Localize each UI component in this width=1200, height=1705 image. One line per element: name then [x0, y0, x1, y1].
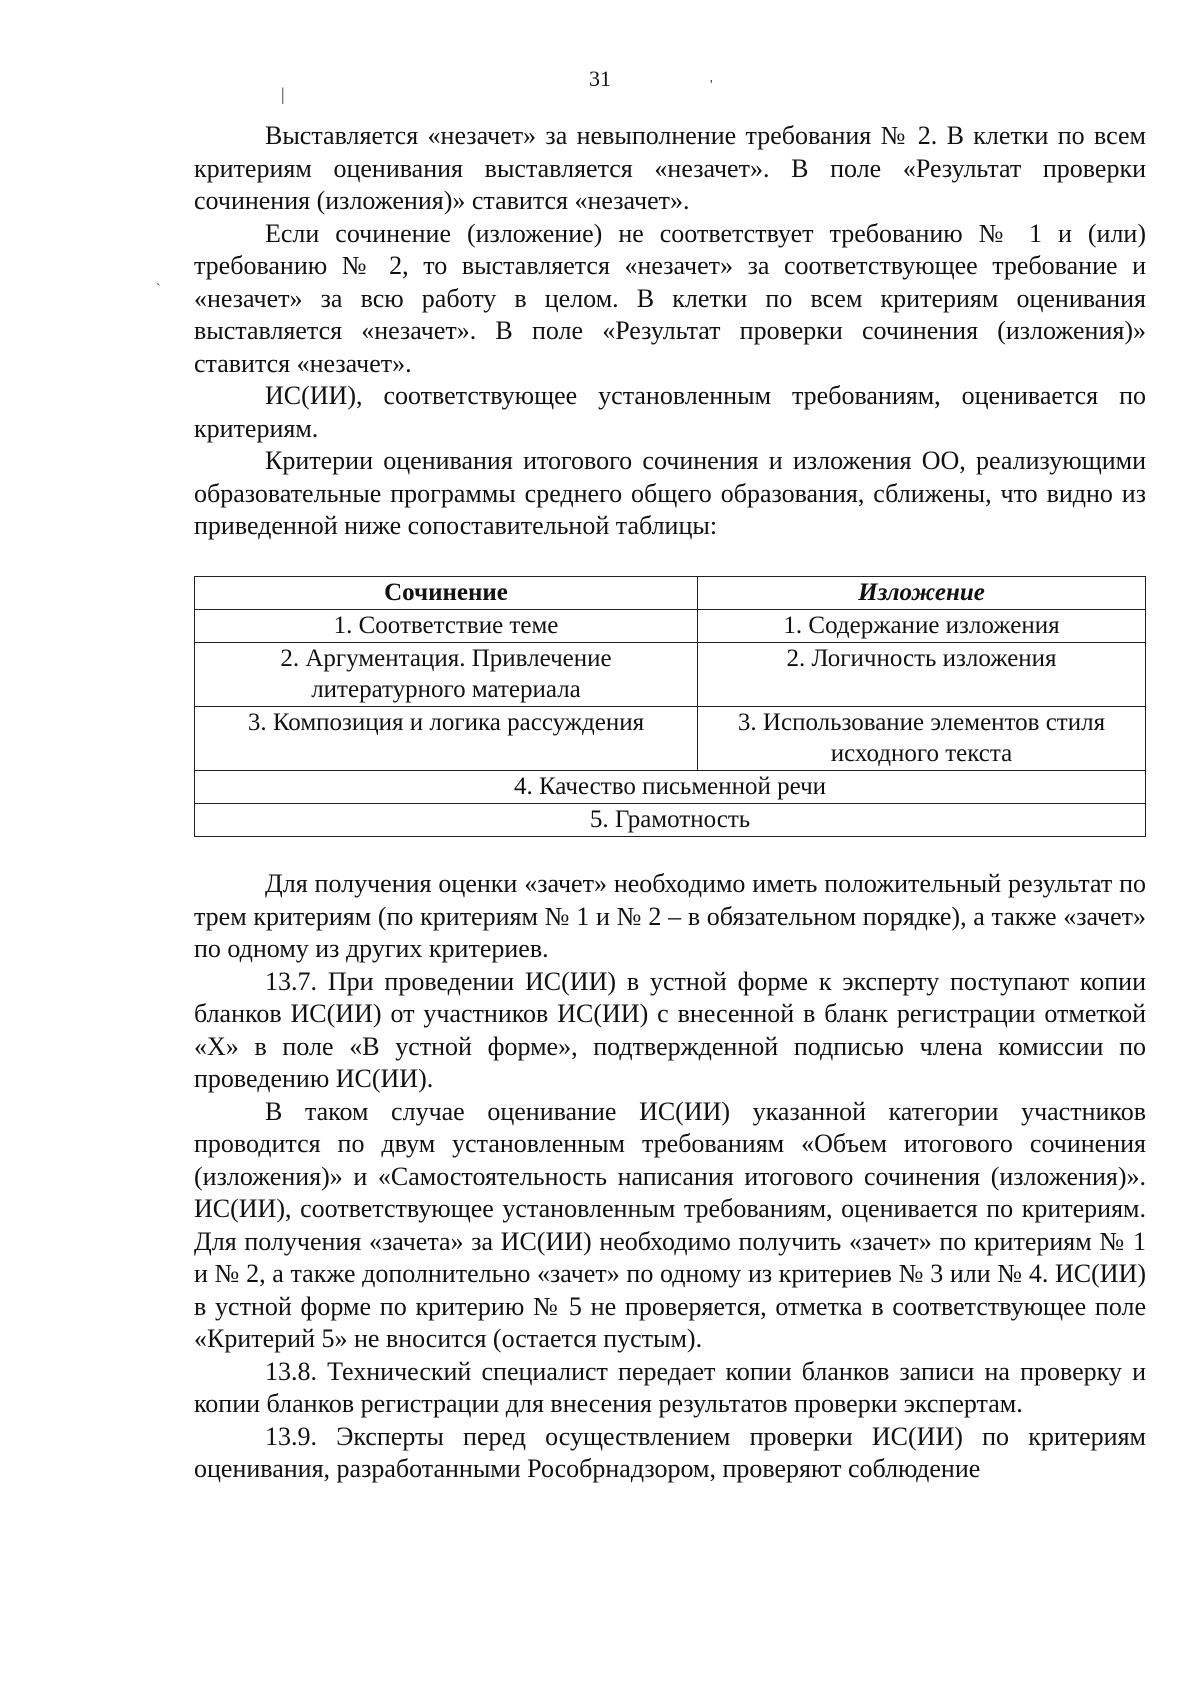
- scan-artifact-mark: ': [710, 78, 713, 93]
- table-cell-shared: 5. Грамотность: [195, 804, 1146, 837]
- table-row: [195, 610, 1146, 643]
- page-number: 31: [589, 66, 611, 91]
- table-cell: 1. Соответствие теме: [195, 610, 698, 643]
- scan-artifact-mark: `: [156, 282, 161, 297]
- table-cell: 1. Содержание изложения: [698, 610, 1146, 643]
- paragraph: Выставляется «незачет» за невыполнение требования № 2. В клетки по всем критериям оценивания выставляется «незачет». В поле «Результат проверки сочинения (изложения)» ставится «незачет».: [194, 121, 1146, 215]
- table-cell: 2. Аргументация. Привлечение литературного материала: [195, 643, 698, 707]
- comparison-table: [194, 576, 1146, 837]
- table-cell: 3. Использование элементов стиля исходного текста: [698, 707, 1146, 771]
- table-row-shared: [195, 771, 1146, 804]
- table-row-shared: [195, 804, 1146, 837]
- header-cell-presentation: Изложение: [698, 577, 1146, 610]
- paragraph: Если сочинение (изложение) не соответствует требованию № 1 и (или) требованию № 2, то выставляется «незачет» за соответствующее требование и «незачет» за всю работу в целом. В клетки по всем критериям оценивания выставляется «незачет». В поле «Результат проверки сочинения (изложения)» ставится «незачет».: [194, 218, 1146, 378]
- table-row: [195, 707, 1146, 771]
- table-row: [195, 643, 1146, 707]
- header-cell-essay: Сочинение: [195, 577, 698, 610]
- paragraph: ИС(ИИ), соответствующее установленным требованиям, оценивается по критериям.: [194, 381, 1146, 443]
- text-block-after-table: [194, 868, 1146, 1486]
- paragraph: Критерии оценивания итогового сочинения и изложения ОО, реализующими образовательные программы среднего общего образования, сближены, что видно из приведенной ниже сопоставительной таблицы:: [194, 446, 1146, 540]
- paragraph: Для получения оценки «зачет» необходимо иметь положительный результат по трем критериям (по критериям № 1 и № 2 – в обязательном порядке), а также «зачет» по одному из других критериев.: [194, 869, 1146, 963]
- table-cell: 2. Логичность изложения: [698, 643, 1146, 707]
- paragraph: 13.7. При проведении ИС(ИИ) в устной форме к эксперту поступают копии бланков ИС(ИИ) от участников ИС(ИИ) с внесенной в бланк регистрации отметкой «Х» в поле «В устной форме», подтвержденной подписью члена комиссии по проведению ИС(ИИ).: [194, 966, 1146, 1093]
- paragraph: 13.8. Технический специалист передает копии бланков записи на проверку и копии бланков регистрации для внесения результатов проверки экспертам.: [194, 1356, 1146, 1418]
- table-cell-shared: 4. Качество письменной речи: [195, 771, 1146, 804]
- paragraph: 13.9. Эксперты перед осуществлением проверки ИС(ИИ) по критериям оценивания, разработанными Рособрнадзором, проверяют соблюдение: [194, 1421, 1146, 1483]
- table-header-row: [195, 577, 1146, 610]
- paragraph: В таком случае оценивание ИС(ИИ) указанной категории участников проводится по двум установленным требованиям «Объем итогового сочинения (изложения)» и «Самостоятельность написания итогового сочинения (изложения)». ИС(ИИ), соответствующее установленным требованиям, оценивается по критериям. Для получения «зачета» за ИС(ИИ) необходимо получить «зачет» по критериям № 1 и № 2, а также дополнительно «зачет» по одному из критериев № 3 или № 4. ИС(ИИ) в устной форме по критерию № 5 не проверяется, отметка в соответствующее поле «Критерий 5» не вносится (остается пустым).: [194, 1096, 1146, 1353]
- table-cell: 3. Композиция и логика рассуждения: [195, 707, 698, 771]
- scan-artifact-mark: |: [281, 84, 285, 104]
- text-block-before-table: [194, 120, 1146, 543]
